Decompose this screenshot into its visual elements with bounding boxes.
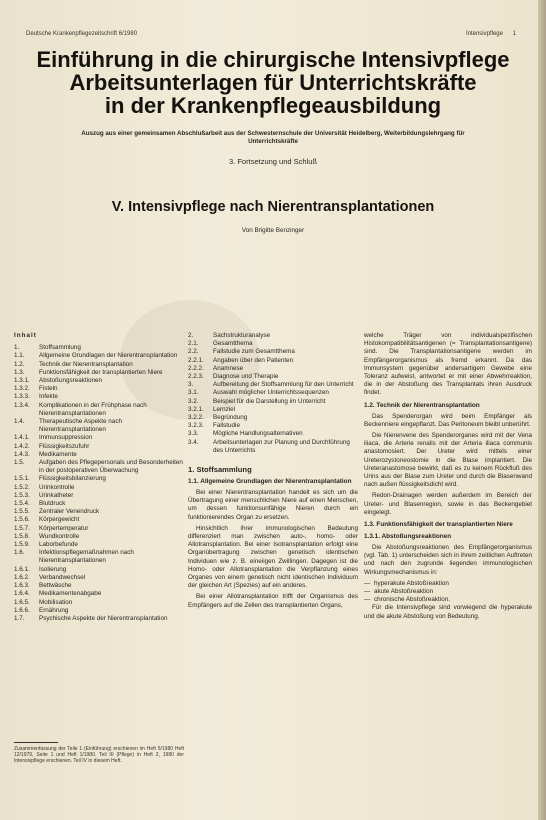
toc-entry-text: Urinkatheter — [39, 491, 74, 499]
toc-entry — [188, 414, 358, 422]
toc-entry — [14, 475, 186, 483]
toc-entry — [14, 516, 186, 524]
continuation-note: 3. Fortsetzung und Schluß — [229, 157, 317, 166]
body-paragraph: Die Nierenvene des Spenderorganes wird mit der Vena iliaca, die Arterie renalis mit der Arteria iliaca communis anastomosiert. Der Ureter wird mittels einer Ureterozystoneostomie in die Blase implantiert. Die Ureteranastomose bewirkt, daß es zu keinem Rückfluß des Urins aus der Blase zum Ureter und durch die Blasenwand nach außen flüssigkeitsdicht wird. — [364, 432, 532, 489]
title-line-1: Einführung in die chirurgische Intensivpflege — [36, 47, 510, 72]
toc-entry-number: 1.5.5. — [14, 508, 30, 516]
toc-entry-text: Infektionspflegemaßnahmen nach Nierentransplantationen — [39, 549, 134, 565]
toc-entry-text: Isolierung — [39, 565, 67, 573]
toc-entry-number: 2.1. — [188, 340, 199, 348]
toc-entry — [14, 418, 186, 434]
toc-entry-text: Medikamentenabgabe — [39, 590, 102, 598]
toc-entry — [14, 525, 186, 533]
toc-list — [14, 344, 186, 623]
toc-entry — [14, 402, 186, 418]
toc-entry-number: 3. — [188, 381, 194, 389]
page-edge-shadow — [538, 0, 546, 820]
toc-entry-text: Bettwäsche — [39, 582, 72, 590]
toc-entry — [14, 615, 186, 623]
body-paragraph: Bei einer Allotransplantation trifft der Organismus des Empfängers auf die Zellen des transplantierten Organs, — [188, 593, 358, 609]
section-1-3-1-heading: 1.3.1. Abstoßungsreaktionen — [364, 533, 452, 541]
toc-entry-number: 1.6.2. — [14, 573, 30, 581]
toc-entry — [14, 352, 186, 360]
title-line-3: in der Krankenpflegeausbildung — [104, 93, 442, 118]
toc-entry — [188, 381, 358, 389]
toc-entry-number: 1.5.6. — [14, 516, 30, 524]
toc-entry — [14, 607, 186, 615]
toc-entry-text: Arbeitsunterlagen zur Planung und Durchführung des Unterrichts — [213, 438, 350, 454]
section-1-2-heading: 1.2. Technik der Nierentransplantation — [364, 401, 480, 409]
toc-entry-text: Mögliche Handlungsalternativen — [213, 430, 303, 438]
toc-entry-text: Lernziel — [213, 405, 236, 413]
toc-entry — [14, 533, 186, 541]
toc-entry-number: 3.2.1. — [188, 405, 204, 413]
footnote: Zusammenfassung der Teile 1 (Einführung) erschienen im Heft 5/1980 Heft 12/1979, Seite 1 und Heft 1/1980. Teil III (Pflege) in Heft 2, 1980 der Intensivpflege erschienen. Teil IV in diesem Heft. — [14, 746, 184, 765]
toc-entry-text: Technik der Nierentransplantation — [39, 360, 133, 368]
toc-entry-number: 1.1. — [14, 352, 25, 360]
body-paragraph: Das Spenderorgan wird beim Empfänger als Beckenniere eingepflanzt. Das Peritoneum bleibt unberührt. — [364, 412, 532, 428]
article-title — [14, 48, 532, 117]
toc-entry — [188, 430, 358, 438]
toc-entry-number: 1.5.9. — [14, 541, 30, 549]
toc-entry — [188, 439, 358, 455]
toc-entry-text: Sachstrukturanalyse — [213, 332, 271, 339]
section-1-1-heading: 1.1. Allgemeine Grundlagen der Nierentransplantation — [188, 478, 352, 486]
toc-entry — [14, 582, 186, 590]
toc-entry — [14, 492, 186, 500]
toc-entry-text: Urinkontrolle — [39, 483, 75, 491]
toc-entry-text: Allgemeine Grundlagen der Nierentransplantation — [39, 352, 178, 360]
toc-entry-number: 1.3.2. — [14, 385, 30, 393]
section-title: V. Intensivpflege nach Nierentransplantationen — [111, 199, 435, 215]
toc-entry — [14, 549, 186, 565]
toc-entry — [14, 377, 186, 385]
toc-entry-number: 1.5.3. — [14, 491, 30, 499]
toc-entry — [14, 443, 186, 451]
title-line-2: Arbeitsunterlagen für Unterrichtskräfte — [69, 70, 477, 95]
toc-entry-number: 1.5.2. — [14, 483, 30, 491]
page-number: 1 — [512, 31, 516, 37]
journal-name: Deutsche Krankenpflegezeitschrift 6/1980 — [26, 31, 138, 37]
toc-entry-number: 1.3. — [14, 368, 25, 376]
toc-column-1 — [14, 332, 186, 623]
toc-entry-number: 3.4. — [188, 438, 199, 446]
toc-entry-number: 1.3.1. — [14, 377, 30, 385]
toc-entry-number: 1.6.5. — [14, 598, 30, 606]
toc-entry-text: Gesamtthema — [213, 340, 253, 348]
excerpt-note: Auszug aus einer gemeinsamen Abschlußarbeit aus der Schwesternschule der Universität Heidelberg, Weiterbildungslehrgang für Unterrichtskräfte — [81, 130, 465, 145]
toc-entry — [14, 393, 186, 401]
toc-entry — [188, 406, 358, 414]
body-paragraph: Die Abstoßungsreaktionen des Empfängerorganismus (vgl. Tab. 1) unterscheiden sich in ihrem zeitlichen Auftreten und nach den zugrunde liegenden immunologischen Wirkungsmechanismus in: — [364, 544, 532, 576]
toc-entry-number: 1.5.1. — [14, 475, 30, 483]
toc-entry-number: 1.5. — [14, 459, 25, 467]
toc-entry-number: 2.2.1. — [188, 356, 204, 364]
toc-entry — [14, 459, 186, 475]
toc-entry-number: 1.3.3. — [14, 393, 30, 401]
toc-entry — [14, 385, 186, 393]
toc-entry-text: Therapeutische Aspekte nach Nierentransplantationen — [39, 418, 122, 434]
toc-entry-text: Begründung — [213, 414, 248, 422]
toc-entry-text: Zentraler Venendruck — [39, 508, 100, 516]
toc-entry — [14, 451, 186, 459]
toc-entry-text: Beispiel für die Darstellung im Unterricht — [213, 397, 326, 405]
section-1-heading: 1. Stoffsammlung — [188, 465, 252, 475]
body-paragraph: Hinsichtlich ihrer immunologischen Bedeutung differenziert man zwischen auto-, homo- oder Allotransplantation. Bei einer Isotransplantation erfolgt eine Organübertragung zwischen genetisch identischen Individuen wie z. B. eineiigen Zwillingen. Dagegen ist die Homo- oder Allotransplantation die Verpflanzung eines Organes von einem genetisch nicht identischen Individuum der gleichen Art (Spezies) auf ein anderes. — [188, 524, 358, 590]
toc-entry-number: 2.2. — [188, 348, 199, 356]
toc-entry — [188, 365, 358, 373]
toc-entry-text: Mobilisation — [39, 598, 73, 606]
toc-entry — [14, 590, 186, 598]
toc-entry — [188, 340, 358, 348]
toc-entry — [14, 574, 186, 582]
toc-entry-number: 1.4.2. — [14, 442, 30, 450]
toc-entry-number: 1.5.8. — [14, 532, 30, 540]
toc-entry-text: Ernährung — [39, 606, 69, 614]
toc-entry-number: 3.1. — [188, 389, 199, 397]
body-paragraph: Für die Intensivpflege sind vorwiegend die hyperakute und die akute Abstoßung von Bedeutung. — [364, 604, 532, 620]
footnote-rule — [14, 742, 58, 743]
toc-entry — [14, 599, 186, 607]
section-1-3-heading: 1.3. Funktionsfähigkeit der transplantierten Niere — [364, 521, 513, 529]
list-item: — akute Abstoßreaktion — [364, 588, 434, 596]
toc-entry-text: Immunsuppression — [39, 434, 93, 442]
toc-entry-number: 1.6.1. — [14, 565, 30, 573]
toc-entry — [14, 508, 186, 516]
toc-entry — [14, 566, 186, 574]
toc-entry-number: 3.2.2. — [188, 414, 204, 422]
toc-entry-number: 1.3.4. — [14, 401, 30, 409]
toc-entry — [14, 344, 186, 352]
toc-entry-text: Komplikationen in der Frühphase nach Nierentransplantationen — [39, 401, 147, 417]
toc-entry-number: 1.2. — [14, 360, 25, 368]
toc-entry-text: Diagnose und Therapie — [213, 373, 279, 381]
toc-entry-text: Aufbereitung der Stoffsammlung für den Unterricht — [213, 381, 354, 389]
toc-entry — [188, 389, 358, 397]
toc-entry-text: Wundkontrolle — [39, 532, 80, 540]
toc-entry-text: Anamnese — [213, 364, 244, 372]
toc-entry-number: 1.4. — [14, 418, 25, 426]
toc-entry-number: 2.2.3. — [188, 373, 204, 381]
author-line: Von Brigitte Benzinger — [241, 227, 305, 234]
toc-entry-text: Flüssigkeitsbilanzierung — [39, 475, 106, 483]
toc-entry — [188, 332, 358, 340]
toc-entry — [188, 398, 358, 406]
toc-entry-text: Blutdruck — [39, 500, 66, 508]
toc-entry — [188, 422, 358, 430]
toc-entry — [14, 484, 186, 492]
section-label: Intensivpflege — [465, 31, 503, 37]
toc-entry-number: 3.2.3. — [188, 422, 204, 430]
list-item: — chronische Abstoßreaktion. — [364, 596, 450, 604]
toc-entry-text: Körpertemperatur — [39, 524, 89, 532]
toc-entry-text: Funktionsfähigkeit der transplantierten Niere — [39, 368, 163, 376]
toc-entry-number: 1.4.1. — [14, 434, 30, 442]
toc-entry-text: Fallstudie zum Gesamtthema — [213, 348, 295, 356]
text-column-3 — [364, 332, 532, 624]
toc-entry-number: 1.4.3. — [14, 450, 30, 458]
body-paragraph: welche Träger von individualspezifischen Histokompatibilitätsantigenen (= Transplantationsantigene) sind. Die Transplantationsantigene werden im Empfängerorganismus als fremd erkannt. Da das Immunsystem gegenüber andersartigem Gewebe eine Toleranz aufweist, antwortet er mit einer Abwehrreaktion, die in der Abstoßung des Transplantats ihren Ausdruck findet. — [364, 332, 532, 397]
toc-entry-text: Verbandwechsel — [39, 573, 86, 581]
toc-entry-number: 3.2. — [188, 397, 199, 405]
toc-entry-text: Fallstudie — [213, 422, 240, 430]
toc-entry-text: Flüssigkeitszufuhr — [39, 442, 90, 450]
running-head — [26, 31, 516, 37]
toc-entry — [14, 500, 186, 508]
toc-entry-number: 1.6.6. — [14, 606, 30, 614]
toc-entry-number: 2. — [188, 332, 194, 339]
toc-entry — [14, 361, 186, 369]
toc-entry-text: Laborbefunde — [39, 541, 78, 549]
toc-entry — [14, 434, 186, 442]
toc-entry-number: 1. — [14, 344, 20, 352]
toc-entry-number: 1.7. — [14, 614, 25, 622]
toc-entry-text: Infekte — [39, 393, 58, 401]
toc-entry-number: 1.5.4. — [14, 500, 30, 508]
toc-entry — [14, 369, 186, 377]
toc-entry-text: Aufgaben des Pflegepersonals und Besonderheiten in der postoperativen Überwachung — [39, 459, 183, 475]
toc-entry-text: Stoffsammlung — [39, 344, 81, 352]
toc-entry-text: Angaben über den Patienten — [213, 356, 294, 364]
toc-entry-number: 1.6.3. — [14, 582, 30, 590]
toc-entry — [188, 348, 358, 356]
toc-entry-number: 3.3. — [188, 430, 199, 438]
toc-entry-text: Auswahl möglicher Unterrichtssequenzen — [213, 389, 329, 397]
toc-entry-number: 1.5.7. — [14, 524, 30, 532]
list-item: — hyperakute Abstoßreaktion — [364, 579, 449, 587]
toc-entry-number: 1.6. — [14, 549, 25, 557]
toc-entry — [14, 541, 186, 549]
body-paragraph: Bei einer Nierentransplantation handelt es sich um die Übertragung einer menschlichen Niere auf einen Menschen, um dessen funktionsunfähige Nieren durch ein funktionierendes Organ zu ersetzen. — [188, 489, 358, 521]
toc-entry — [188, 373, 358, 381]
toc-entry-number: 1.6.4. — [14, 590, 30, 598]
toc-list-continued — [188, 332, 358, 455]
toc-entry-text: Körpergewicht — [39, 516, 80, 524]
body-paragraph: Redon-Drainagen werden außerdem im Bereich der Ureter- und Blasenregion, sowie in das Beckengebiet eingelegt. — [364, 492, 532, 516]
text-column-2 — [188, 332, 358, 613]
toc-entry-text: Abstoßungsreaktionen — [39, 377, 103, 385]
toc-entry-number: 2.2.2. — [188, 364, 204, 372]
toc-entry — [188, 357, 358, 365]
toc-heading: Inhalt — [14, 332, 37, 339]
toc-entry-text: Medikamente — [39, 450, 77, 458]
toc-entry-text: Psychische Aspekte der Nierentransplantation — [39, 614, 168, 622]
toc-entry-text: Fisteln — [39, 385, 58, 393]
